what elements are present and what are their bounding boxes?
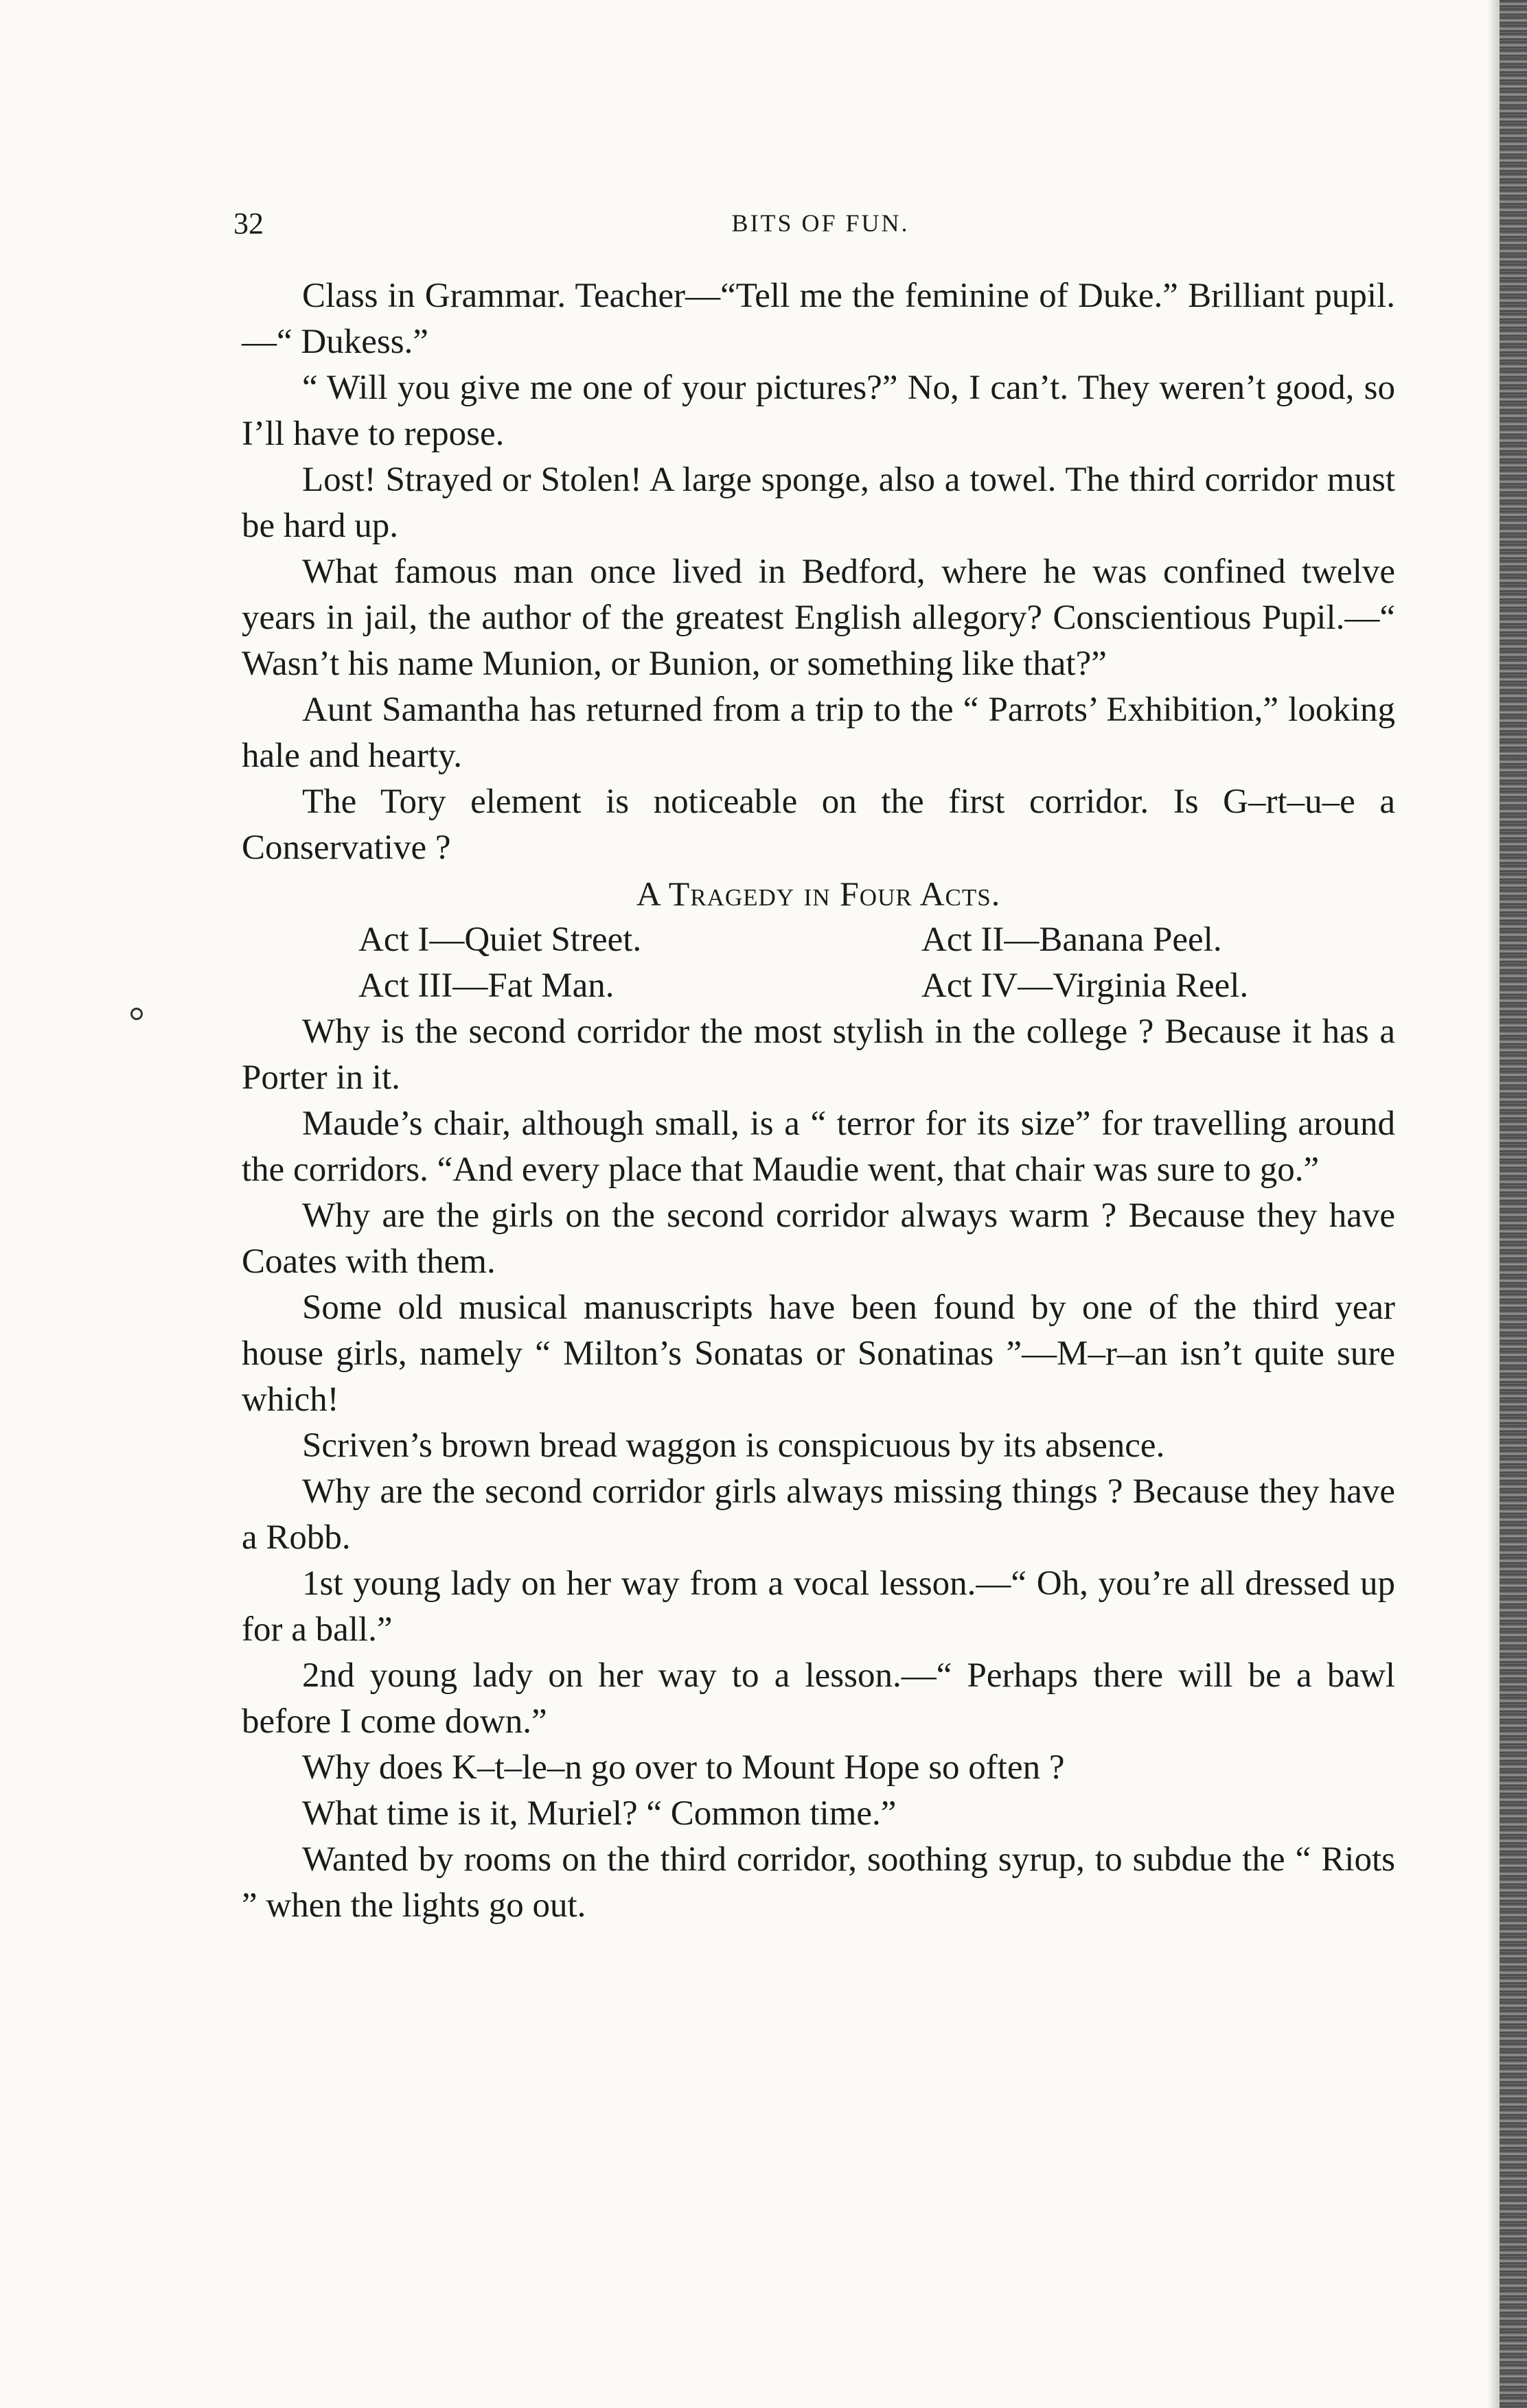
tragedy-heading: A Tragedy in Four Acts.: [636, 875, 1001, 913]
acts-list: [242, 917, 1395, 1009]
paragraph: The Tory element is noticeable on the first corridor. Is G–rt–u–e a Conservative ?: [242, 783, 1395, 867]
page-header: [233, 206, 1408, 247]
scanned-page-edge: [1500, 0, 1527, 2408]
act-1: Act I—Quiet Street.: [358, 921, 642, 959]
paragraph: Wanted by rooms on the third corridor, soothing syrup, to subdue the “ Riots ” when the lights go out.: [242, 1840, 1395, 1925]
paragraph: Lost! Strayed or Stolen! A large sponge, also a towel. The third corridor must be hard up.: [242, 461, 1395, 545]
paragraph: Why are the second corridor girls always missing things ? Because they have a Robb.: [242, 1472, 1395, 1557]
paragraph: Why are the girls on the second corridor always warm ? Because they have Coates with them.: [242, 1196, 1395, 1281]
paragraph: Why is the second corridor the most stylish in the college ? Because it has a Porter in it.: [242, 1012, 1395, 1097]
paragraph: 2nd young lady on her way to a lesson.—“ Perhaps there will be a bawl before I come down.”: [242, 1656, 1395, 1741]
body-text: [242, 273, 1395, 1929]
page-edge-shadow: [1487, 0, 1500, 2408]
running-head: BITS OF FUN.: [731, 209, 910, 237]
paragraph: What famous man once lived in Bedford, where he was confined twelve years in jail, the author of the greatest English allegory? Conscientious Pupil.—“ Wasn’t his name Munion, or Bunion, or something like that?”: [242, 553, 1395, 683]
paragraph: Aunt Samantha has returned from a trip to the “ Parrots’ Exhibition,” looking hale and hearty.: [242, 691, 1395, 775]
paragraph: Scriven’s brown bread waggon is conspicuous by its absence.: [302, 1426, 1165, 1465]
paragraph: What time is it, Muriel? “ Common time.”: [302, 1794, 897, 1833]
paragraph: Some old musical manuscripts have been found by one of the third year house girls, namely “ Milton’s Sonatas or Sonatinas ”—M–r–an isn’t quite sure which!: [242, 1288, 1395, 1419]
stray-ink-mark: [130, 1008, 143, 1020]
paragraph: “ Will you give me one of your pictures?” No, I can’t. They weren’t good, so I’ll have to repose.: [242, 369, 1395, 453]
paragraph: Class in Grammar. Teacher—“Tell me the feminine of Duke.” Brilliant pupil.—“ Dukess.”: [242, 277, 1395, 361]
paragraph: Why does K–t–le–n go over to Mount Hope so often ?: [302, 1748, 1065, 1787]
page-number: 32: [233, 207, 264, 240]
act-3: Act III—Fat Man.: [358, 966, 615, 1005]
paragraph: 1st young lady on her way from a vocal lesson.—“ Oh, you’re all dressed up for a ball.”: [242, 1564, 1395, 1649]
paragraph: Maude’s chair, although small, is a “ terror for its size” for travelling around the corridors. “And every place that Maudie went, that chair was sure to go.”: [242, 1104, 1395, 1189]
act-2: Act II—Banana Peel.: [921, 921, 1222, 959]
act-4: Act IV—Virginia Reel.: [921, 966, 1249, 1005]
